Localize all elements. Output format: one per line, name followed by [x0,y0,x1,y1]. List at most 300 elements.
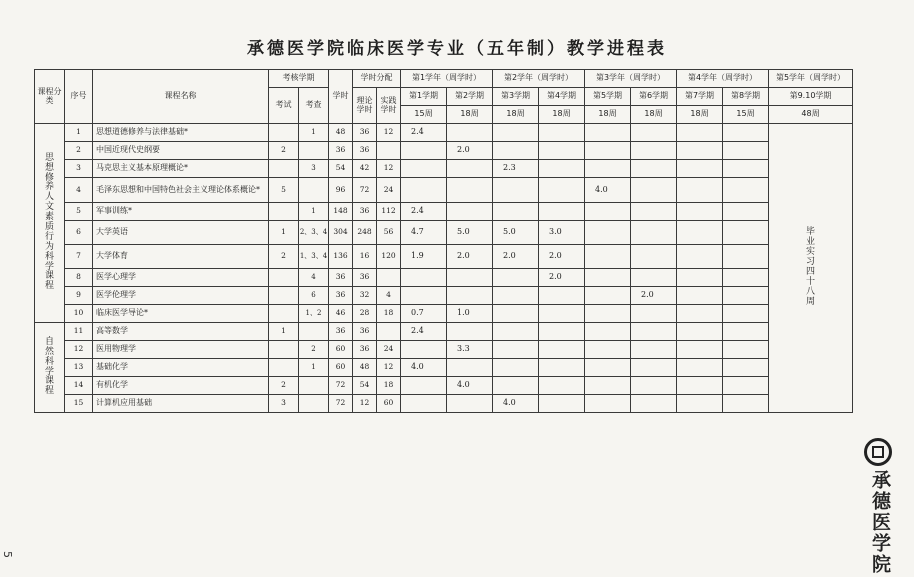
semester-hours-cell: 4.7 [401,221,447,245]
course-name-cell: 临床医学导论* [93,305,269,323]
semester-hours-cell [631,160,677,178]
theory-cell: 54 [353,377,377,395]
exam-cell: 3 [269,395,299,413]
semester-hours-cell [723,221,769,245]
header-weeks: 18周 [493,106,539,124]
semester-hours-cell [493,124,539,142]
category-char: 然 [44,346,54,357]
semester-hours-cell [723,142,769,160]
header-semester: 第1学期 [401,88,447,106]
semester-hours-cell [723,377,769,395]
semester-hours-cell: 3.3 [447,341,493,359]
check-cell: 3 [299,160,329,178]
practice-cell: 12 [377,124,401,142]
semester-hours-cell [723,395,769,413]
practice-cell [377,323,401,341]
semester-hours-cell [401,142,447,160]
header-course-name: 课程名称 [93,70,269,124]
category-char: 课 [44,271,54,282]
exam-cell [269,287,299,305]
practice-cell: 18 [377,305,401,323]
semester-hours-cell [677,377,723,395]
header-seq: 序号 [65,70,93,124]
semester-hours-cell [585,323,631,341]
practice-cell: 18 [377,377,401,395]
table-row [35,377,853,395]
header-year-2: 第2学年（周学时） [493,70,585,88]
semester-hours-cell [447,323,493,341]
header-weeks: 15周 [401,106,447,124]
check-cell [299,178,329,203]
semester-hours-cell [631,323,677,341]
semester-hours-cell [493,305,539,323]
semester-hours-cell [447,124,493,142]
seq-cell: 9 [65,287,93,305]
table-row [35,269,853,287]
semester-hours-cell [677,305,723,323]
internship-char: 周 [805,296,815,307]
theory-cell: 48 [353,359,377,377]
header-semester: 第8学期 [723,88,769,106]
semester-hours-cell [539,305,585,323]
semester-hours-cell [677,359,723,377]
hours-cell: 304 [329,221,353,245]
check-cell: 1 [299,124,329,142]
check-cell: 1、2 [299,305,329,323]
table-row [35,245,853,269]
practice-cell: 120 [377,245,401,269]
header-hour-split: 学时分配 [353,70,401,88]
semester-hours-cell [401,178,447,203]
theory-cell: 36 [353,323,377,341]
category-char: 修 [44,172,54,183]
check-cell: 6 [299,287,329,305]
semester-hours-cell: 2.4 [401,323,447,341]
semester-hours-cell [585,124,631,142]
table-row [35,305,853,323]
semester-hours-cell [447,160,493,178]
theory-cell: 248 [353,221,377,245]
exam-cell [269,305,299,323]
semester-hours-cell [631,395,677,413]
semester-hours-cell [493,377,539,395]
table-row [35,160,853,178]
header-check: 考查 [299,88,329,124]
practice-cell: 24 [377,178,401,203]
semester-hours-cell [539,178,585,203]
theory-cell: 72 [353,178,377,203]
semester-hours-cell [723,178,769,203]
internship-char: 十 [805,276,815,287]
seq-cell: 15 [65,395,93,413]
semester-hours-cell [723,203,769,221]
semester-hours-cell [723,269,769,287]
semester-hours-cell: 1.0 [447,305,493,323]
semester-hours-cell [631,178,677,203]
semester-hours-cell [677,245,723,269]
exam-cell: 5 [269,178,299,203]
header-weeks: 18周 [447,106,493,124]
semester-hours-cell: 4.0 [585,178,631,203]
exam-cell [269,359,299,377]
header-semester: 第9.10学期 [769,88,853,106]
seq-cell: 3 [65,160,93,178]
practice-cell: 12 [377,160,401,178]
semester-hours-cell: 2.0 [539,269,585,287]
semester-hours-cell [447,359,493,377]
semester-hours-cell [585,359,631,377]
semester-hours-cell [631,203,677,221]
semester-hours-cell [493,203,539,221]
practice-cell: 60 [377,395,401,413]
theory-cell: 42 [353,160,377,178]
semester-hours-cell [447,269,493,287]
semester-hours-cell [723,245,769,269]
category-char: 素 [44,212,54,223]
semester-hours-cell [493,287,539,305]
hours-cell: 148 [329,203,353,221]
semester-hours-cell [401,269,447,287]
header-weeks: 18周 [631,106,677,124]
header-weeks: 15周 [723,106,769,124]
seq-cell: 7 [65,245,93,269]
theory-cell: 36 [353,341,377,359]
semester-hours-cell [585,395,631,413]
semester-hours-cell [447,287,493,305]
semester-hours-cell: 1.9 [401,245,447,269]
internship-char: 业 [805,237,815,248]
school-seal-text: 承德医学院 [869,470,891,575]
exam-cell: 2 [269,377,299,395]
semester-hours-cell [539,160,585,178]
course-name-cell: 高等数学 [93,323,269,341]
semester-hours-cell [723,160,769,178]
seq-cell: 11 [65,323,93,341]
theory-cell: 12 [353,395,377,413]
semester-hours-cell [677,269,723,287]
category-char: 质 [44,222,54,232]
semester-hours-cell [631,245,677,269]
table-row [35,323,853,341]
internship-char: 毕 [805,227,815,238]
semester-hours-cell [723,305,769,323]
category-char: 为 [44,241,54,252]
category-char: 学 [44,261,54,272]
seq-cell: 13 [65,359,93,377]
semester-hours-cell: 2.0 [493,245,539,269]
check-cell [299,395,329,413]
category-char: 程 [44,386,54,397]
check-cell [299,142,329,160]
semester-hours-cell [447,178,493,203]
semester-hours-cell [539,359,585,377]
table-row [35,178,853,203]
header-year-1: 第1学年（周学时） [401,70,493,88]
semester-hours-cell: 2.3 [493,160,539,178]
semester-hours-cell [539,142,585,160]
course-name-cell: 军事训练* [93,203,269,221]
semester-hours-cell: 4.0 [493,395,539,413]
header-semester: 第4学期 [539,88,585,106]
semester-hours-cell [585,287,631,305]
semester-hours-cell [539,203,585,221]
hours-cell: 72 [329,395,353,413]
exam-cell: 1 [269,323,299,341]
theory-cell: 16 [353,245,377,269]
course-name-cell: 大学英语 [93,221,269,245]
semester-hours-cell [631,221,677,245]
table-row [35,359,853,377]
curriculum-table [34,69,853,413]
exam-cell [269,124,299,142]
header-theory: 理论学时 [353,88,377,124]
semester-hours-cell [539,395,585,413]
page-title: 承德医学院临床医学专业（五年制）教学进程表 [247,39,667,59]
semester-hours-cell [539,287,585,305]
header-year-3: 第3学年（周学时） [585,70,677,88]
header-semester: 第7学期 [677,88,723,106]
theory-cell: 36 [353,269,377,287]
seq-cell: 10 [65,305,93,323]
semester-hours-cell [723,124,769,142]
internship-char: 习 [805,257,815,268]
course-name-cell: 毛泽东思想和中国特色社会主义理论体系概论* [93,178,269,203]
hours-cell: 96 [329,178,353,203]
internship-char: 实 [805,247,815,258]
course-name-cell: 有机化学 [93,377,269,395]
semester-hours-cell [677,323,723,341]
page-number: 5 [1,551,14,558]
semester-hours-cell [585,305,631,323]
header-weeks: 18周 [585,106,631,124]
course-name-cell: 思想道德修养与法律基础* [93,124,269,142]
check-cell [299,377,329,395]
semester-hours-cell [401,395,447,413]
table-row [35,203,853,221]
seq-cell: 2 [65,142,93,160]
semester-hours-cell [723,323,769,341]
course-name-cell: 中国近现代史纲要 [93,142,269,160]
seq-cell: 8 [65,269,93,287]
header-assessment: 考核学期 [269,70,329,88]
hours-cell: 60 [329,341,353,359]
header-semester: 第6学期 [631,88,677,106]
semester-hours-cell [677,160,723,178]
semester-hours-cell [585,377,631,395]
school-seal-icon [864,438,892,466]
header-year-5: 第5学年（周学时） [769,70,853,88]
semester-hours-cell: 3.0 [539,221,585,245]
hours-cell: 136 [329,245,353,269]
header-semester: 第3学期 [493,88,539,106]
practice-cell [377,269,401,287]
seq-cell: 1 [65,124,93,142]
theory-cell: 28 [353,305,377,323]
category-group [35,124,65,323]
semester-hours-cell [631,305,677,323]
theory-cell: 36 [353,203,377,221]
category-char: 科 [44,356,54,367]
header-hours: 学时 [329,70,353,124]
semester-hours-cell [677,395,723,413]
course-name-cell: 医学伦理学 [93,287,269,305]
semester-hours-cell [585,269,631,287]
category-char: 课 [44,376,54,387]
theory-cell: 36 [353,124,377,142]
semester-hours-cell: 2.0 [447,245,493,269]
semester-hours-cell [539,377,585,395]
header-weeks: 18周 [677,106,723,124]
course-name-cell: 马克思主义基本原理概论* [93,160,269,178]
semester-hours-cell [401,341,447,359]
course-name-cell: 计算机应用基础 [93,395,269,413]
course-name-cell: 大学体育 [93,245,269,269]
practice-cell: 12 [377,359,401,377]
theory-cell: 36 [353,142,377,160]
header-category: 课程分类 [35,70,65,124]
exam-cell [269,203,299,221]
semester-hours-cell [677,203,723,221]
semester-hours-cell: 5.0 [447,221,493,245]
header-semester: 第5学期 [585,88,631,106]
semester-hours-cell: 2.0 [447,142,493,160]
semester-hours-cell [585,221,631,245]
hours-cell: 60 [329,359,353,377]
course-name-cell: 基础化学 [93,359,269,377]
exam-cell [269,269,299,287]
check-cell [299,323,329,341]
semester-hours-cell [401,377,447,395]
semester-hours-cell [493,359,539,377]
semester-hours-cell [585,160,631,178]
semester-hours-cell [677,341,723,359]
semester-hours-cell: 2.0 [631,287,677,305]
semester-hours-cell [723,359,769,377]
semester-hours-cell [723,341,769,359]
semester-hours-cell [493,323,539,341]
hours-cell: 36 [329,269,353,287]
category-char: 程 [44,281,54,292]
table-row [35,142,853,160]
semester-hours-cell [401,287,447,305]
hours-cell: 36 [329,323,353,341]
header-year-4: 第4学年（周学时） [677,70,769,88]
practice-cell: 24 [377,341,401,359]
semester-hours-cell [401,160,447,178]
hours-cell: 46 [329,305,353,323]
semester-hours-cell [447,203,493,221]
category-char: 养 [44,182,54,193]
check-cell: 1、3、4 [299,245,329,269]
header-weeks: 18周 [539,106,585,124]
exam-cell [269,160,299,178]
semester-hours-cell [631,359,677,377]
semester-hours-cell [677,221,723,245]
semester-hours-cell: 4.0 [447,377,493,395]
practice-cell: 112 [377,203,401,221]
practice-cell [377,142,401,160]
semester-hours-cell [631,269,677,287]
hours-cell: 36 [329,287,353,305]
seq-cell: 14 [65,377,93,395]
header-row-1 [35,70,853,88]
semester-hours-cell [677,124,723,142]
practice-cell: 4 [377,287,401,305]
semester-hours-cell [677,287,723,305]
semester-hours-cell [447,395,493,413]
semester-hours-cell [585,203,631,221]
semester-hours-cell: 4.0 [401,359,447,377]
category-char: 科 [44,251,54,262]
hours-cell: 36 [329,142,353,160]
table-row [35,341,853,359]
category-char: 想 [44,162,54,173]
header-semester: 第2学期 [447,88,493,106]
category-group [35,323,65,413]
semester-hours-cell [585,341,631,359]
semester-hours-cell [493,269,539,287]
internship-char: 八 [805,286,815,297]
practice-cell: 56 [377,221,401,245]
internship-char: 四 [805,267,815,277]
seq-cell: 12 [65,341,93,359]
check-cell: 1 [299,203,329,221]
seq-cell: 5 [65,203,93,221]
seq-cell: 4 [65,178,93,203]
semester-hours-cell [631,377,677,395]
semester-hours-cell [723,287,769,305]
semester-hours-cell [493,178,539,203]
table-row [35,395,853,413]
category-char: 自 [44,336,54,347]
table-row [35,221,853,245]
semester-hours-cell: 2.0 [539,245,585,269]
category-char: 行 [44,231,54,242]
semester-hours-cell [493,341,539,359]
exam-cell: 2 [269,245,299,269]
semester-hours-cell [585,142,631,160]
exam-cell [269,341,299,359]
exam-cell: 1 [269,221,299,245]
semester-hours-cell [539,341,585,359]
semester-hours-cell [493,142,539,160]
header-practice: 实践学时 [377,88,401,124]
semester-hours-cell [539,323,585,341]
semester-hours-cell: 5.0 [493,221,539,245]
semester-hours-cell [631,142,677,160]
check-cell: 1 [299,359,329,377]
internship-cell [769,124,853,413]
course-name-cell: 医学心理学 [93,269,269,287]
semester-hours-cell [539,124,585,142]
semester-hours-cell: 0.7 [401,305,447,323]
semester-hours-cell [631,341,677,359]
table-row [35,287,853,305]
header-weeks: 48周 [769,106,853,124]
check-cell: 2、3、4 [299,221,329,245]
category-char: 思 [44,152,54,163]
semester-hours-cell [585,245,631,269]
theory-cell: 32 [353,287,377,305]
semester-hours-cell: 2.4 [401,124,447,142]
seq-cell: 6 [65,221,93,245]
header-exam: 考试 [269,88,299,124]
check-cell: 2 [299,341,329,359]
check-cell: 4 [299,269,329,287]
course-name-cell: 医用物理学 [93,341,269,359]
exam-cell: 2 [269,142,299,160]
hours-cell: 72 [329,377,353,395]
